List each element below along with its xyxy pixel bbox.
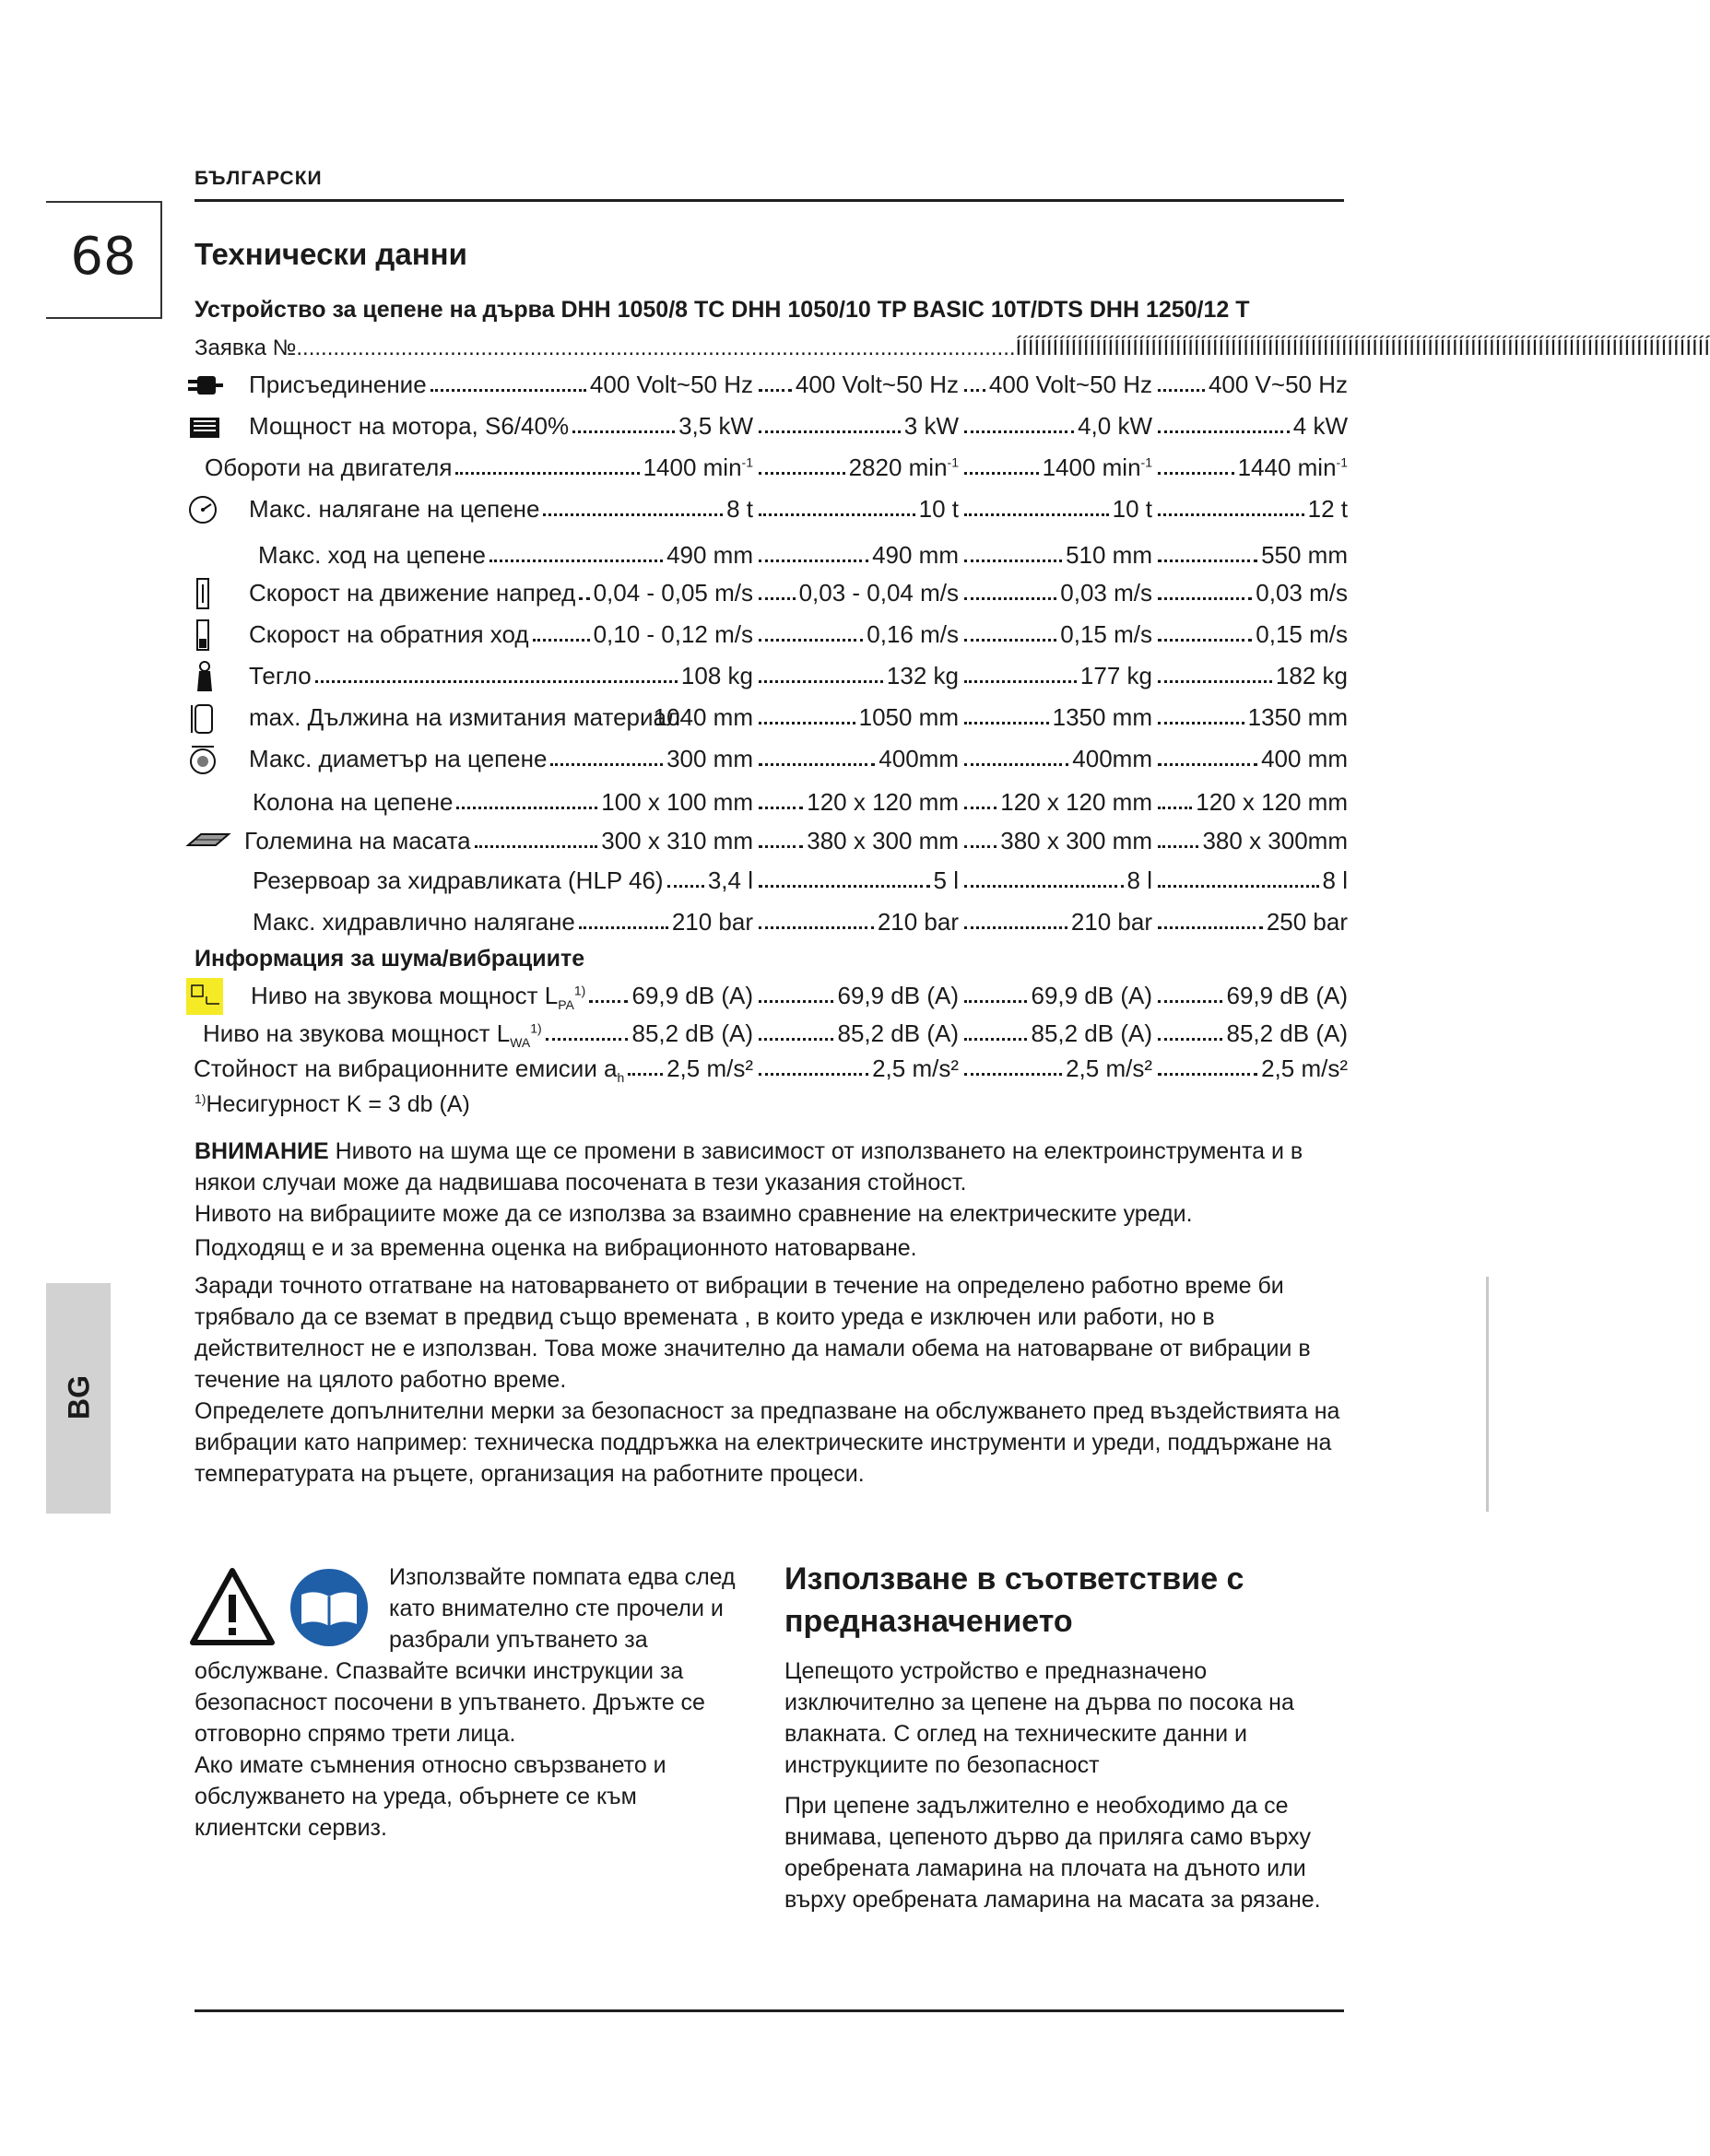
dot-leader (964, 560, 1062, 562)
dot-leader (964, 1038, 1027, 1041)
dot-leader (1158, 430, 1290, 433)
noise-value: 69,9 dB (A) (837, 982, 959, 1009)
spec-label: Колона на цепене (253, 788, 454, 816)
spec-value: 550 mm (1261, 541, 1348, 569)
spec-value: 0,16 m/s (867, 620, 959, 648)
spec-value: 120 x 120 mm (1000, 788, 1152, 816)
dot-leader (533, 639, 590, 642)
spec-value: 380 x 300 mm (1000, 827, 1152, 854)
models-subtitle: Устройство за цепене на дърва DHH 1050/8 TC DHH 1050/10 TP BASIC 10T/DTS DHH 1250/12 T (195, 297, 1250, 323)
dot-leader (759, 430, 901, 433)
spec-value: 210 bar (671, 908, 753, 936)
dot-leader (964, 513, 1109, 516)
noise-value: 69,9 dB (A) (631, 982, 753, 1009)
dot-leader (572, 430, 675, 433)
return-stroke-icon (186, 619, 221, 652)
dot-leader (964, 430, 1074, 433)
spec-value: 8 t (726, 495, 753, 523)
spec-value: 2820 $\min^{-1}$ (848, 454, 959, 481)
dot-leader (1158, 1073, 1257, 1076)
page-number: 68 (70, 227, 136, 287)
noise-value: 85,2 dB (A) (837, 1019, 959, 1047)
dot-leader (543, 513, 723, 516)
spec-row (184, 491, 1348, 528)
dot-leader (1158, 513, 1304, 516)
spec-row (184, 617, 1348, 654)
spec-value: 490 mm (666, 541, 753, 569)
dot-leader (759, 389, 792, 392)
spec-value: 0,03 m/s (1256, 579, 1348, 607)
spec-value: 0,03 m/s (1060, 579, 1152, 607)
table-icon (186, 825, 221, 858)
spec-value: 0,15 m/s (1060, 620, 1152, 648)
spec-value: 400 V~50 Hz (1208, 371, 1348, 398)
log-length-icon (186, 701, 221, 735)
spec-value: 100 x 100 mm (601, 788, 753, 816)
noise-row (184, 978, 1348, 1015)
dot-leader (759, 560, 868, 562)
dot-leader (759, 597, 796, 600)
read-manual-icon (290, 1569, 368, 1646)
dot-leader (1158, 763, 1257, 766)
intended-use-text: Цепещото устройство е предназначено изключително за цепене на дърва по посока на влакната. С оглед на техническите данни и инструкциите по безопасност (784, 1658, 1294, 1778)
spec-label: Макс. ход на цепене (258, 541, 486, 569)
spec-label: Макс. диаметър на цепене (249, 745, 548, 772)
spec-value: 400 mm (1261, 745, 1348, 772)
spec-label: Скорост на движение напред (249, 579, 576, 607)
spec-value: 510 mm (1066, 541, 1152, 569)
safety-icons (191, 1567, 375, 1655)
dot-leader (456, 807, 597, 809)
spec-value: 10 t (1112, 495, 1152, 523)
noise-value: 85,2 dB (A) (1226, 1019, 1348, 1047)
dot-leader (759, 926, 874, 929)
sound-icon (186, 978, 227, 1017)
spec-row (184, 408, 1348, 445)
spec-value: 400 Volt~50 Hz (795, 371, 959, 398)
spec-label: Обороти на двигателя (205, 454, 453, 481)
dot-leader (759, 1073, 868, 1076)
dot-leader (1158, 597, 1252, 600)
dot-leader (1158, 1000, 1222, 1003)
spec-label: Големина на масата (244, 827, 471, 854)
spec-value: 210 bar (877, 908, 959, 936)
dot-leader (759, 885, 930, 888)
dot-leader (964, 389, 985, 392)
spec-value: 300 mm (666, 745, 753, 772)
spec-value: 380 x 300 mm (807, 827, 959, 854)
spec-value: 400mm (879, 745, 959, 772)
dot-leader (964, 597, 1056, 600)
dot-leader (964, 926, 1067, 929)
spec-label: Макс. налягане на цепене (249, 495, 540, 523)
noise-value: 2,5 m/s² (666, 1054, 753, 1082)
spec-value: 0,10 - 0,12 m/s (593, 620, 753, 648)
dot-leader (964, 845, 997, 848)
dot-leader (759, 845, 803, 848)
spec-row (184, 575, 1348, 612)
spec-value: 3,4 l (707, 866, 753, 894)
noise-label: Стойност на вибрационните емисии $a_h$ (194, 1054, 625, 1086)
spec-value: 1440 $\min^{-1}$ (1237, 454, 1348, 481)
attention-lead: ВНИМАНИЕ (195, 1138, 329, 1164)
dot-leader (964, 885, 1124, 888)
spec-value: 250 bar (1266, 908, 1348, 936)
dot-leader (964, 680, 1077, 683)
vibration-exposure-text: Заради точното отгатване на натоварването от вибрации в течение на определено работно време би трябвало да се вземат в предвид също времената , в които уреда е изключен или работи, но в действителност не е използван. Това може значително да намали обема на натоварване от вибрации в течение на цялото работно време. (195, 1273, 1311, 1393)
spec-value: 400 Volt~50 Hz (589, 371, 753, 398)
dot-leader (546, 1038, 629, 1041)
noise-section-title: Информация за шума/вибрациите (195, 946, 585, 972)
noise-label: Ниво на звукова мощност $L_{WA}^{1)}$ (203, 1019, 542, 1051)
motor-icon (186, 410, 221, 443)
dot-leader (455, 472, 639, 475)
dot-leader (579, 926, 668, 929)
weight-icon (186, 660, 221, 693)
dot-leader (1158, 639, 1252, 642)
dot-leader (759, 513, 915, 516)
noise-value: 85,2 dB (A) (1031, 1019, 1152, 1047)
noise-value: 69,9 dB (A) (1031, 982, 1152, 1009)
spec-label: max. Дължина на измитания материал (249, 703, 681, 731)
spec-row (184, 658, 1348, 695)
log-diameter-icon (186, 743, 221, 776)
spec-row (184, 537, 1348, 574)
spec-label: Макс. хидравлично налягане (253, 908, 575, 936)
dot-leader (430, 389, 586, 392)
spec-value: 0,04 - 0,05 m/s (593, 579, 753, 607)
page-title: Технически данни (195, 237, 467, 271)
spec-value: 8 l (1126, 866, 1152, 894)
spec-label: Резервоар за хидравликата (HLP 46) (253, 866, 664, 894)
dot-leader (964, 807, 997, 809)
vibration-comparison-text: Нивото на вибрациите може да се използва за взаимно сравнение на електрическите уреди. (195, 1201, 1193, 1227)
dot-leader (759, 763, 875, 766)
dot-leader (1158, 807, 1192, 809)
dot-leader (1158, 680, 1272, 683)
forward-stroke-icon (186, 577, 221, 610)
language-side-label: BG (62, 1375, 96, 1420)
pump-usage-intro: Използвайте помпата едва след като внимателно сте прочели и разбрали упътването за (389, 1564, 736, 1653)
dot-leader (628, 1073, 663, 1076)
dot-leader (759, 472, 845, 475)
dot-leader (759, 680, 883, 683)
dot-leader (964, 1073, 1062, 1076)
spec-row (184, 741, 1348, 778)
spec-value: 380 x 300mm (1202, 827, 1348, 854)
top-rule (195, 199, 1344, 202)
intended-use-title: Използване в съответствие с предназначението (784, 1561, 1244, 1639)
safety-measures-text: Определете допълнителни мерки за безопасност за предпазване на обслужването пред въздействията на вибрации като например: техническа поддръжка на електрическите инструменти и уреди, поддържане на температурата на ръцете, организация на работните процеси. (195, 1398, 1340, 1487)
spec-value: 300 x 310 mm (601, 827, 753, 854)
noise-row (184, 1016, 1348, 1053)
dot-leader (489, 560, 663, 562)
dot-leader (759, 807, 803, 809)
dot-leader (759, 1038, 833, 1041)
spec-row (184, 367, 1348, 404)
spec-label: Тегло (249, 662, 312, 689)
plug-icon (186, 369, 221, 402)
dot-leader (550, 763, 663, 766)
attention-paragraph: ВНИМАНИЕ Нивото на шума ще се промени в зависимост от използването на електроинструмента и в някои случаи може да надвишава посочената в тези указания стойност. (195, 1138, 1303, 1196)
noise-value: 2,5 m/s² (1066, 1054, 1152, 1082)
spec-value: 5 l (933, 866, 959, 894)
noise-row (184, 1051, 1348, 1088)
dot-leader (1158, 560, 1257, 562)
dot-leader (964, 472, 1039, 475)
spec-row (184, 700, 1348, 736)
spec-value: 108 kg (680, 662, 753, 689)
spec-value: 120 x 120 mm (807, 788, 959, 816)
spec-value: 1400 $\min^{-1}$ (643, 454, 753, 481)
spec-value: 1350 mm (1052, 703, 1152, 731)
spec-row (184, 784, 1348, 821)
gauge-icon (186, 493, 221, 526)
spec-value: 8 l (1322, 866, 1348, 894)
vibration-estimate-text: Подходящ е и за временна оценка на вибрационното натоварване. (195, 1235, 917, 1261)
spec-value: 10 t (918, 495, 959, 523)
spec-value: 210 bar (1070, 908, 1152, 936)
dot-leader (315, 680, 678, 683)
dot-leader (667, 885, 704, 888)
spec-value: 1040 mm (653, 703, 753, 731)
dot-leader (1158, 926, 1263, 929)
spec-row (184, 450, 1348, 487)
dot-leader (964, 1000, 1027, 1003)
spec-value: 400mm (1072, 745, 1152, 772)
spec-label: Скорост на обратния ход (249, 620, 529, 648)
spec-value: 400 Volt~50 Hz (988, 371, 1152, 398)
noise-value: 2,5 m/s² (872, 1054, 959, 1082)
dot-leader (579, 597, 589, 600)
dot-leader (759, 722, 855, 725)
bottom-rule (195, 2009, 1344, 2012)
dot-leader (759, 1000, 833, 1003)
language-header: БЪЛГАРСКИ (195, 168, 323, 189)
footnote: $^{1)}$Несигурност K = 3 db (A) (195, 1091, 470, 1118)
spec-value: 132 kg (886, 662, 959, 689)
splitting-instruction-text: При цепене задължително е необходимо да се внимава, цепеното дърво да прилягa само върху оребрената ламарина на плочата на дъното или върху оребрената ламарина на масата за рязане. (784, 1793, 1321, 1913)
dot-leader (475, 845, 598, 848)
spec-value: 120 x 120 mm (1196, 788, 1348, 816)
order-number-line: Заявка №.....................................................................................................................ÍÍÍÍÍÍÍÍÍÍÍÍÍÍÍÍÍÍÍÍÍÍÍÍÍÍÍÍÍÍÍÍÍÍÍÍÍÍÍÍÍÍÍÍÍÍÍÍÍÍÍÍÍÍÍÍÍÍÍÍÍÍÍÍÍÍÍÍÍÍÍÍÍÍÍÍÍÍÍÍÍÍÍÍÍÍÍÍÍÍÍÍÍÍÍÍÍÍÍÍÍÍÍÍÍÍÍÍÍÍÍÍÍ (195, 336, 1710, 360)
spec-value: 4,0 kW (1078, 412, 1152, 440)
spec-value: 3 kW (903, 412, 959, 440)
dot-leader (1158, 389, 1205, 392)
spec-value: 177 kg (1079, 662, 1152, 689)
spec-value: 3,5 kW (678, 412, 753, 440)
spec-value: 0,15 m/s (1256, 620, 1348, 648)
dot-leader (1158, 472, 1234, 475)
noise-label: Ниво на звукова мощност $L_{PA}^{1)}$ (251, 982, 586, 1013)
spec-value: 0,03 - 0,04 m/s (798, 579, 959, 607)
warning-triangle-icon (193, 1571, 272, 1643)
spec-label: Мощност на мотора, S6/40% (249, 412, 570, 440)
spec-value: 490 mm (872, 541, 959, 569)
spec-label: Присъединение (249, 371, 427, 398)
spec-value: 1350 mm (1247, 703, 1348, 731)
dot-leader (964, 763, 1068, 766)
dot-leader (1158, 845, 1198, 848)
spec-value: 1050 mm (858, 703, 959, 731)
spec-value: 1400 $\min^{-1}$ (1042, 454, 1152, 481)
dot-leader (964, 639, 1056, 642)
dot-leader (964, 722, 1049, 725)
spec-value: 12 t (1307, 495, 1348, 523)
dot-leader (759, 639, 863, 642)
spec-row (184, 904, 1348, 941)
dot-leader (1158, 1038, 1222, 1041)
spec-value: 182 kg (1275, 662, 1348, 689)
noise-value: 69,9 dB (A) (1226, 982, 1348, 1009)
noise-value: 2,5 m/s² (1261, 1054, 1348, 1082)
dot-leader (1158, 722, 1244, 725)
dot-leader (1158, 885, 1319, 888)
safety-instructions-text: обслужване. Спазвайте всички инструкции за безопасност посочени в упътването. Дръжте се отговорно спрямо трети лица. Ако имате съмнения относно свързването и обслужването на уреда, обърнете се към клиентски сервиз. (195, 1658, 705, 1841)
noise-value: 85,2 dB (A) (631, 1019, 753, 1047)
spec-row (184, 823, 1348, 860)
spec-row (184, 863, 1348, 900)
margin-mark (1486, 1277, 1489, 1512)
spec-value: 4 kW (1292, 412, 1348, 440)
dot-leader (589, 1000, 628, 1003)
